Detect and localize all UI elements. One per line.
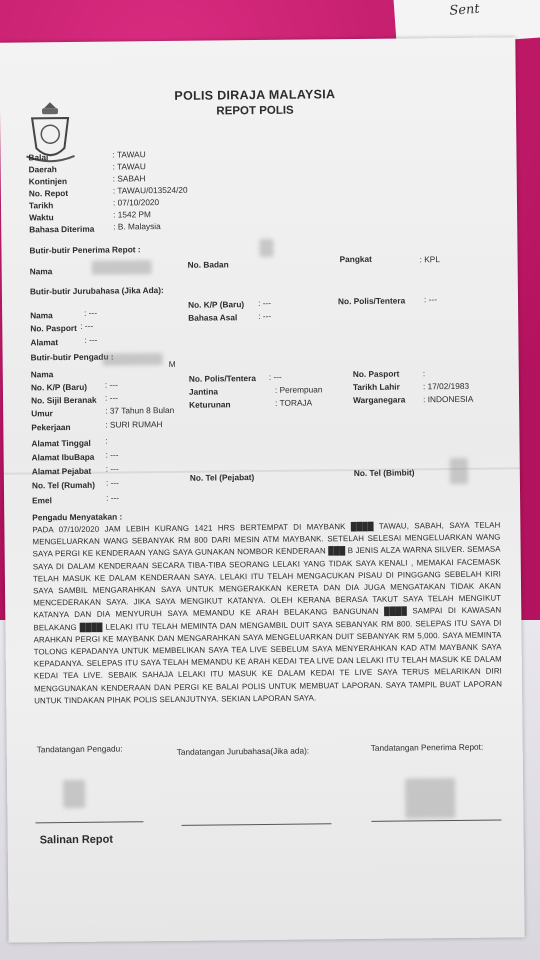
- balai-value: : TAWAU: [112, 149, 146, 160]
- statement-text: PADA 07/10/2020 JAM LEBIH KURANG 1421 HRS BERTEMPAT DI MAYBANK ████ TAWAU, SABAH, SAYA TELAH MENGELUARKAN WANG SEBANYAK RM 800 DARI MESIN ATM MAYBANK. SETELAH SELESAI MENGELUARKAN WANG SAYA PERGI KE KENDERAAN YANG SAYA GUNAKAN NOMBOR KENDERAAN ███ B JENIS ALZA WARNA SILVER. SEMASA SAYA DI DALAM KENDERAAN SECARA TIBA-TIBA SEORANG LELAKI YANG TIDAK SAYA KENALI , MEMAKAI FACEMASK TELAH MASUK KE DALAM KENDERAAN SAYA. LELAKI ITU TELAH MENGACUKAN PISAU DI PINGGANG SEBELAH KIRI SAYA SAMBIL MENGARAHKAN SAYA UNTUK MENGERAKKAN KERETA DAN DIA JUGA MENGATAKAN TIDAK AKAN MENCEDERAKAN SAYA. JIKA SAYA MENGIKUT KATANYA. OLEH KERANA BERASA TAKUT SAYA TELAH MENGIKUT KATANYA DAN DIA MENYURUH SAYA MEMANDU KE ARAH BELAKANG BANGUNAN ████ SAMPAI DI KAWASAN BELAKANG ████ LELAKI ITU TELAH MEMINTA DAN MENGAMBIL DUIT SAYA SEBANYAK RM 800. SELEPAS ITU SAYA DI ARAHKAN PERGI KE MAYBANK DAN MENGARAHKAN SAYA MENGELUARKAN DUIT SEBANYAK RM 5,000. SAYA MEMINTA TOLONG KEPADANYA UNTUK MEMBELIKAN SAYA TEA LIVE SEBELUM SAYA MENYERAHKAN KAD ATM MAYBANK SAYA KEPADANYA. SELEPAS ITU SAYA TELAH MEMANDU KE ARAH KEDAI TEA LIVE DAN LELAKI ITU TELAH MASUK KE DALAM KEDAI TEA LIVE. SEBAIK SAHAJA LELAKI ITU MASUK KE DALAM KEDAI TE LIVE SAYA TERUS MELARIKAN DIRI MENGGUNAKAN KENDERAAN DAN PERGI KE BALAI POLIS UNTUK MEMBUAT LAPORAN. SAYA TAMPIL BUAT LAPORAN UNTUK TINDAKAN PIHAK POLIS SELANJUTNYA. SEKIAN LAPORAN SAYA.: [32, 520, 503, 706]
- pd-polis-label: No. Polis/Tentera: [188, 373, 257, 384]
- pengadu-section-title: Butir-butir Pengadu :: [30, 351, 114, 363]
- tarikh-label: Tarikh: [28, 200, 54, 211]
- pd-emel-label: Emel: [32, 495, 52, 506]
- corner-note: Sent: [448, 1, 481, 19]
- redacted-signature-penerima: [405, 778, 455, 819]
- no-repot-label: No. Repot: [28, 188, 69, 199]
- pd-keturunan-value: : TORAJA: [275, 397, 313, 408]
- redacted-pengadu-name: [103, 353, 163, 366]
- pd-telrumah-value: : ---: [105, 477, 119, 488]
- pd-polis-value: : ---: [268, 371, 282, 382]
- sign-line-penerima: [371, 820, 501, 822]
- daerah-label: Daerah: [28, 164, 57, 175]
- pd-ibubapa-label: Alamat IbuBapa: [31, 451, 95, 463]
- sign-penerima-label: Tandatangan Penerima Repot:: [370, 741, 484, 753]
- daerah-value: : TAWAU: [112, 161, 146, 172]
- pangkat-label: Pangkat: [339, 253, 372, 265]
- statement-heading: Pengadu Menyatakan :: [32, 511, 123, 523]
- pd-ibubapa-value: : ---: [105, 449, 119, 460]
- salinan-repot-label: Salinan Repot: [39, 833, 114, 847]
- balai-label: Balai: [28, 152, 49, 163]
- agency-title: POLIS DIRAJA MALAYSIA: [174, 87, 336, 103]
- pd-pejabat-value: : ---: [105, 463, 119, 474]
- pd-nama-suffix: M: [168, 358, 176, 369]
- pd-pejabat-label: Alamat Pejabat: [31, 465, 92, 477]
- waktu-label: Waktu: [29, 212, 54, 223]
- pd-warga-label: Warganegara: [353, 394, 406, 406]
- redacted-name: [92, 260, 152, 275]
- jb-nama-label: Nama: [30, 310, 53, 321]
- pd-jantina-value: : Perempuan: [274, 384, 323, 395]
- pd-telbimbit-label: No. Tel (Bimbit): [353, 467, 415, 479]
- jb-kp-value: : ---: [257, 297, 272, 309]
- pd-tinggal-value: :: [105, 435, 108, 446]
- pd-pekerjaan-value: : SURI RUMAH: [105, 419, 163, 430]
- jb-paspot-label: No. Pasport: [30, 322, 77, 334]
- pd-sijil-value: : ---: [104, 392, 118, 403]
- penerima-section-title: Butir-butir Penerima Repot :: [29, 244, 141, 256]
- bahasa-value: : B. Malaysia: [113, 221, 161, 232]
- sign-pengadu-label: Tandatangan Pengadu:: [36, 743, 123, 755]
- jb-nama-value: : ---: [84, 307, 98, 318]
- redacted-signature-pengadu: [63, 780, 85, 808]
- pd-kp-value: : ---: [104, 379, 118, 390]
- report-subtitle: REPOT POLIS: [216, 104, 294, 118]
- pd-umur-label: Umur: [31, 408, 53, 419]
- bahasa-label: Bahasa Diterima: [29, 223, 95, 235]
- pangkat-value: : KPL: [419, 254, 440, 265]
- pd-paspot-value: :: [422, 368, 426, 379]
- pd-sijil-label: No. Sijil Beranak: [30, 394, 97, 406]
- redacted-badan: [259, 239, 273, 257]
- pd-lahir-label: Tarikh Lahir: [352, 381, 400, 393]
- pd-keturunan-label: Keturunan: [189, 399, 231, 410]
- jb-kp-label: No. K/P (Baru): [188, 299, 245, 310]
- report-header: [150, 87, 360, 118]
- kontinjen-value: : SABAH: [112, 173, 146, 184]
- kontinjen-label: Kontinjen: [28, 176, 68, 187]
- tarikh-value: : 07/10/2020: [112, 197, 160, 208]
- pd-telpejabat-label: No. Tel (Pejabat): [189, 472, 255, 483]
- jb-bahasa-value: : ---: [258, 310, 272, 322]
- jb-polis-label: No. Polis/Tentera: [337, 295, 406, 307]
- jb-paspot-value: : ---: [80, 320, 94, 331]
- sign-line-pengadu: [35, 821, 143, 823]
- pd-nama-label: Nama: [30, 369, 54, 380]
- jb-alamat-value: : ---: [84, 334, 98, 345]
- no-badan-label: No. Badan: [187, 259, 229, 270]
- pd-jantina-label: Jantina: [188, 386, 219, 397]
- no-repot-value: : TAWAU/013524/20: [112, 184, 188, 196]
- pd-warga-value: : INDONESIA: [423, 393, 474, 405]
- jb-polis-value: : ---: [423, 294, 437, 305]
- redacted-phone: [450, 458, 468, 484]
- jb-bahasa-label: Bahasa Asal: [188, 312, 238, 323]
- waktu-value: : 1542 PM: [113, 209, 152, 220]
- pd-kp-label: No. K/P (Baru): [30, 381, 88, 393]
- pd-telrumah-label: No. Tel (Rumah): [31, 479, 95, 491]
- pd-paspot-label: No. Pasport: [352, 368, 400, 380]
- jb-alamat-label: Alamat: [30, 337, 59, 348]
- police-report-document: [0, 37, 525, 942]
- pd-lahir-value: : 17/02/1983: [422, 380, 470, 392]
- sign-line-jurubahasa: [182, 823, 332, 826]
- pd-pekerjaan-label: Pekerjaan: [31, 422, 71, 433]
- pd-umur-value: : 37 Tahun 8 Bulan: [105, 404, 175, 416]
- penerima-nama-label: Nama: [29, 266, 53, 277]
- pd-emel-value: : ---: [106, 492, 120, 503]
- sign-jurubahasa-label: Tandatangan Jurubahasa(Jika ada):: [176, 745, 310, 757]
- jurubahasa-section-title: Butir-butir Jurubahasa (Jika Ada):: [29, 285, 164, 297]
- pd-tinggal-label: Alamat Tinggal: [31, 437, 91, 449]
